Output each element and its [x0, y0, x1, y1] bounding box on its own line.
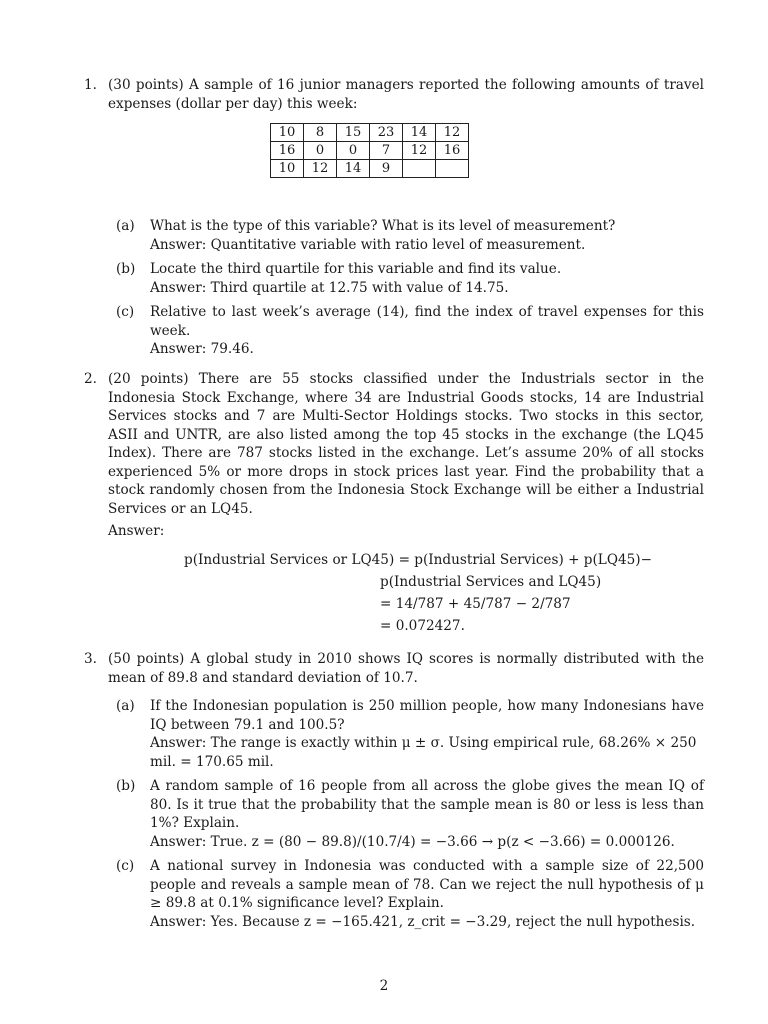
equation-line: = 0.072427.	[380, 617, 465, 634]
table-cell: 15	[337, 124, 370, 142]
table-row	[271, 160, 469, 178]
table-cell: 14	[403, 124, 436, 142]
table-cell	[403, 160, 436, 178]
sub-question	[116, 260, 704, 297]
table-cell: 0	[337, 142, 370, 160]
sub-answer: Answer: True. z = (80 − 89.8)/(10.7/4) = −3.66 → p(z < −3.66) = 0.000126.	[150, 833, 675, 850]
table-cell: 12	[403, 142, 436, 160]
problem-text: (50 points) A global study in 2010 shows IQ scores is normally distributed with the mean of 89.8 and standard deviation of 10.7.	[108, 651, 704, 686]
table-row	[271, 142, 469, 160]
sub-question-text: A national survey in Indonesia was conducted with a sample size of 22,500 people and reveals a sample mean of 78. Can we reject the null hypothesis of μ ≥ 89.8 at 0.1% significance level? Explain.	[150, 858, 704, 911]
problem-text: (20 points) There are 55 stocks classified under the Industrials sector in the Indonesia Stock Exchange, where 34 are Industrial Goods stocks, 14 are Industrial Services stocks and 7 are Multi-Sector Holdings stocks. Two stocks in this sector, ASII and UNTR, are also listed among the top 45 stocks in the exchange (the LQ45 Index). There are 787 stocks listed in the exchange. Let’s assume 20% of all stocks experienced 5% or more drops in stock prices last year. Find the probability that a stock randomly chosen from the Indonesia Stock Exchange will be either a Industrial Services or an LQ45.	[108, 371, 704, 517]
table-cell: 0	[304, 142, 337, 160]
equation-line: p(Industrial Services or LQ45) = p(Industrial Services) + p(LQ45)−	[184, 551, 652, 568]
table-cell: 14	[337, 160, 370, 178]
equation-line: p(Industrial Services and LQ45)	[380, 573, 602, 590]
problem-number: 3.	[84, 651, 97, 667]
table-cell: 23	[370, 124, 403, 142]
sub-question-text: Locate the third quartile for this variable and find its value.	[150, 261, 562, 277]
problem-number: 2.	[84, 371, 97, 387]
sub-answer: Answer: The range is exactly within μ ± σ. Using empirical rule, 68.26% × 250 mil. = 170.65 mil.	[150, 735, 697, 770]
table-cell: 10	[271, 124, 304, 142]
sub-question-text: Relative to last week’s average (14), find the index of travel expenses for this week.	[150, 304, 704, 339]
sub-answer: Answer: Third quartile at 12.75 with value of 14.75.	[150, 279, 509, 296]
problem-number: 1.	[84, 77, 97, 93]
problem-2	[84, 370, 704, 647]
problem-1-parts	[84, 217, 704, 359]
problem-text: (30 points) A sample of 16 junior managers reported the following amounts of travel expenses (dollar per day) this week:	[108, 77, 704, 112]
table-cell: 9	[370, 160, 403, 178]
sub-label: (a)	[116, 218, 135, 234]
table-cell: 10	[271, 160, 304, 178]
table-cell: 7	[370, 142, 403, 160]
table-cell: 16	[436, 142, 469, 160]
table-cell: 16	[271, 142, 304, 160]
equation-line: = 14/787 + 45/787 − 2/787	[380, 595, 571, 612]
table-row	[271, 124, 469, 142]
probability-equation	[84, 551, 704, 647]
sub-question	[116, 777, 704, 851]
table-cell: 8	[304, 124, 337, 142]
sub-label: (c)	[116, 304, 135, 320]
sub-label: (b)	[116, 261, 136, 277]
answer-label: Answer:	[108, 523, 165, 539]
problem-3	[84, 650, 704, 931]
sub-label: (c)	[116, 858, 135, 874]
page-number: 2	[379, 978, 389, 994]
sub-question	[116, 697, 704, 771]
table-cell: 12	[436, 124, 469, 142]
table-cell: 12	[304, 160, 337, 178]
table-cell	[436, 160, 469, 178]
sub-answer: Answer: 79.46.	[150, 341, 254, 357]
sub-question-text: A random sample of 16 people from all across the globe gives the mean IQ of 80. Is it true that the probability that the sample mean is 80 or less is less than 1%? Explain.	[150, 778, 704, 831]
sub-answer: Answer: Yes. Because z = −165.421, z_crit = −3.29, reject the null hypothesis.	[150, 913, 696, 930]
sub-question	[116, 303, 704, 359]
sub-question	[116, 217, 704, 254]
sub-label: (b)	[116, 778, 136, 794]
problem-1	[84, 76, 704, 178]
sub-question-text: If the Indonesian population is 250 million people, how many Indonesians have IQ between 79.1 and 100.5?	[150, 698, 704, 733]
expenses-table	[270, 123, 469, 178]
sub-question	[116, 857, 704, 931]
sub-answer: Answer: Quantitative variable with ratio level of measurement.	[150, 236, 586, 253]
sub-question-text: What is the type of this variable? What is its level of measurement?	[150, 218, 616, 234]
sub-label: (a)	[116, 698, 135, 714]
